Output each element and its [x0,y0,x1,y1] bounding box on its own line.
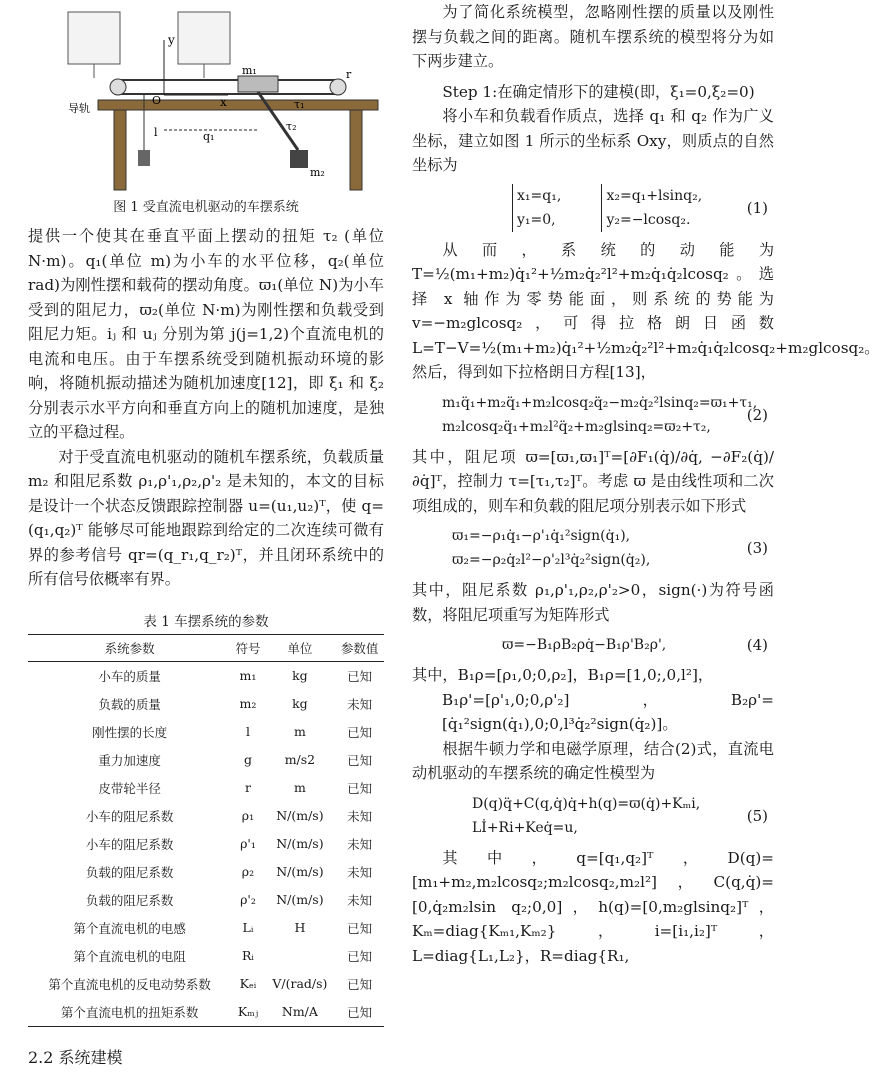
table-cell: 负载的阻尼系数 [85,864,174,880]
table-cell: N/(m/s) [276,808,324,823]
table-cell: 未知 [347,808,373,824]
table-cell: N/(m/s) [276,864,324,879]
table-row [28,718,384,746]
table-cell: ρ'₁ [240,836,256,851]
table-cell: 已知 [347,752,373,768]
label-tau2: τ₂ [286,120,297,133]
section-heading: 2.2 系统建模 [28,1047,123,1067]
right-paragraph-3: 将小车和负载看作质点，选择 q₁ 和 q₂ 作为广义坐标，建立如图 1 所示的坐标系 Oxy，则质点的自然坐标为 [412,107,774,174]
table-cell [265,942,336,970]
equation-number: (1) [746,198,768,217]
table-cell: kg [292,668,308,683]
table-row [28,746,384,774]
equation-3: (3) ϖ₁=−ρ₁q̇₁−ρ'₁q̇₁²sign(q̇₁), ϖ₂=−ρ₂q̇₂l²−ρ'₂l³q̇₂²sign(q̇₂), [452,528,768,568]
table-row [28,858,384,886]
table-row [28,914,384,942]
table-cell: 已知 [347,976,373,992]
table-cell: 负载的质量 [98,696,161,712]
table-row [28,802,384,830]
pulley-left [110,79,126,95]
table-cell: ρ₂ [241,864,255,879]
cart-pendulum-diagram [28,0,384,196]
table-cell: 第个直流电机的电阻 [73,948,186,964]
table-cell: Kₘⱼ [231,998,264,1027]
label-x: x [220,95,227,109]
table-cell: 未知 [347,892,373,908]
label-l: l [154,126,158,139]
table-cell: m₂ [239,696,257,711]
motor-box-2 [178,12,230,64]
table-cell: g [243,752,252,767]
table-cell: 皮带轮半径 [98,780,161,796]
table-header-cell: 符号 [231,634,264,661]
table-cell: 已知 [347,724,373,740]
table-header-cell: 系统参数 [28,634,231,661]
label-y: y [168,33,175,47]
table-cell: 未知 [347,864,373,880]
label-o: O [152,94,162,107]
table-cell: Kₑᵢ [239,976,257,991]
equation-2: (2) m₁q̈₁+m₂q̈₁+m₂lcosq₂q̈₂−m₂q̇₂²lsinq₂=ϖ₁+τ₁, m₂lcosq₂q̈₁+m₂l²q̈₂+m₂glsinq₂=ϖ₂+τ₂, [442,394,768,435]
table-header-cell: 参数值 [335,634,384,661]
equation-number: (4) [746,636,768,654]
table-cell: 已知 [335,998,384,1027]
right-paragraph-9: 根据牛顿力学和电磁学原理，结合(2)式，直流电动机驱动的车摆系统的确定性模型为 [412,739,774,782]
figure-1 [28,0,384,224]
table-row [28,970,384,998]
table-row [28,690,384,718]
load-m2 [290,150,308,168]
table-cell: m/s2 [284,752,316,767]
table-cell: V/(rad/s) [272,976,328,991]
table-cell: 第个直流电机的电感 [73,920,186,936]
table-cell: m [293,724,306,739]
right-paragraph-10: 其中，q=[q₁,q₂]ᵀ，D(q)=[m₁+m₂,m₂lcosq₂;m₂lcosq₂,m₂l²]，C(q,q̇)=[0,q̇₂m₂lsin q₂;0,0]，h(q)=[0,m₂glsinq₂]ᵀ，Kₘ=diag{Kₘ₁,Kₘ₂}，i=[i₁,i₂]ᵀ，L=diag{L₁,L₂}，R=diag{R₁, [412,848,774,965]
table-cell: ρ₁ [241,808,255,823]
label-tau1: τ₁ [294,98,305,111]
table-row [28,774,384,802]
table-cell: 负载的阻尼系数 [85,892,174,908]
table-cell: 小车的质量 [98,668,161,684]
table-row [28,661,384,690]
equation-1: (1) x₁=q₁, y₁=0, x₂=q₁+lsinq₂, y₂=−lcosq₂. [412,184,774,232]
table-cell: 小车的阻尼系数 [85,808,174,824]
left-paragraph-1: 提供一个使其在垂直平面上摆动的扭矩 τ₂ (单位 N·m)。q₁(单位 m)为小车的水平位移，q₂(单位 rad)为刚性摆和载荷的摆动角度。ϖ₁(单位 N)为小车受到的阻尼力，ϖ₂(单位 N·m)为刚性摆和负载受到阻尼力矩。iⱼ 和 uⱼ 分别为第 j(j=1,2)个直流电机的电流和电压。由于车摆系统受到随机振动环境的影响，将随机振动描述为随机加速度[12]，即 ξ₁ 和 ξ₂ 分别表示水平方向和垂直方向上的随机加速度，是独立的平稳过程。 [28,227,384,441]
table-cell: r [244,780,251,795]
table-cell: 已知 [347,780,373,796]
label-m1: m₁ [242,64,257,77]
left-column [28,0,384,1068]
table-cell: 已知 [347,920,373,936]
table-top [98,100,378,110]
table-cell: 第个直流电机的反电动势系数 [48,976,211,992]
parameter-table [28,634,384,1027]
right-column [412,0,880,968]
right-paragraph-6: 其中，阻尼系数 ρ₁,ρ'₁,ρ₂,ρ'₂>0，sign(·)为符号函数，将阻尼项重写为矩阵形式 [412,581,774,624]
table-cell: m [293,780,306,795]
equation-number: (3) [746,539,768,557]
table-cell: N/(m/s) [276,892,324,907]
table-caption: 表 1 车摆系统的参数 [143,613,269,630]
table-cell: ρ'₂ [240,892,256,907]
right-paragraph-1: 为了简化系统模型，忽略刚性摆的质量以及刚性摆与负载之间的距离。随机车摆系统的模型将分为如下两步建立。 [412,3,774,70]
table-cell: kg [292,696,308,711]
left-paragraph-2: 对于受直流电机驱动的随机车摆系统，负载质量 m₂ 和阻尼系数 ρ₁,ρ'₁,ρ₂,ρ'₂ 是未知的，本文的目标是设计一个状态反馈跟踪控制器 u=(u₁,u₂)ᵀ，使 q=(q₁,q₂)ᵀ 能够尽可能地跟踪到给定的二次连续可微有界的参考信号 qr=(q_r₁,q_r₂)ᵀ，并且闭环系统中的所有信号依概率有界。 [28,447,384,588]
equation-number: (5) [746,806,768,825]
table-cell: 已知 [347,668,373,684]
table-cell: Rᵢ [242,948,254,963]
right-paragraph-7: 其中，B₁ρ=[ρ₁,0;0,ρ₂]，B₁ρ=[1,0;,0,l²]， [412,666,714,684]
table-row [28,830,384,858]
table-cell: l [245,724,250,739]
right-paragraph-8: B₁ρ'=[ρ'₁,0;0,ρ'₂]，B₂ρ'=[q̇₁²sign(q̇₁),0;0,l³q̇₂²sign(q̇₂)]。 [442,690,774,733]
table-cell: 已知 [347,948,373,964]
table-row [28,998,384,1027]
table-row [28,942,384,970]
equation-5: (5) D(q)q̈+C(q,q̇)q̇+h(q)=ϖ(q̇)+Kₘi, Lİ+Ri+Keq̇=u, [472,795,768,836]
table-cell: Nm/A [265,998,336,1027]
label-q1: q₁ [203,130,215,143]
table-cell: 未知 [347,696,373,712]
right-paragraph-5: 其中，阻尼项 ϖ=[ϖ₁,ϖ₁]ᵀ=[∂F₁(q̇)/∂q̇, −∂F₂(q̇)/∂q̇]ᵀ，控制力 τ=[τ₁,τ₂]ᵀ。考虑 ϖ 是由线性项和二次项组成的，则车和负载的阻尼项分别表示如下形式 [412,447,774,515]
label-rail: 导轨 [68,102,90,115]
table-cell: Lᵢ [242,920,254,935]
table-cell: 小车的阻尼系数 [85,836,174,852]
equation-number: (2) [746,405,768,424]
equation-4: (4) ϖ=−B₁ρB₂ρq̇−B₁ρ'B₂ρ', [412,633,774,657]
label-m2: m₂ [310,166,325,179]
table-cell: m₁ [239,668,257,683]
right-paragraph-2: Step 1:在确定情形下的建模(即，ξ₁=0,ξ₂=0) [442,82,755,101]
table-cell: 未知 [347,836,373,852]
table-header-cell: 单位 [265,634,336,661]
right-paragraph-4: 从而，系统的动能为 T=½(m₁+m₂)q̇₁²+½m₂q̇₂²l²+m₂q̇₁q̇₂lcosq₂。选择 x 轴作为零势能面，则系统的势能为 v=−m₂glcosq₂，可得拉格朗日函数 L=T−V=½(m₁+m₂)q̇₁²+½m₂q̇₂²l²+m₂q̇₁q̇₂lcosq₂+m₂glcosq₂。然后，得到如下拉格朗日方程[13]， [412,240,880,381]
figure-caption: 图 1 受直流电机驱动的车摆系统 [113,200,299,215]
motor-box-1 [68,12,120,64]
table-cell: H [294,920,306,935]
table-cell: N/(m/s) [276,836,324,851]
label-r: r [346,68,352,81]
table-cell: 刚性摆的长度 [92,724,168,740]
table-cell: 重力加速度 [98,752,161,768]
cart-m1 [238,76,278,92]
table-cell: 第个直流电机的扭矩系数 [28,998,231,1027]
pulley-right [330,79,346,95]
table-row [28,886,384,914]
